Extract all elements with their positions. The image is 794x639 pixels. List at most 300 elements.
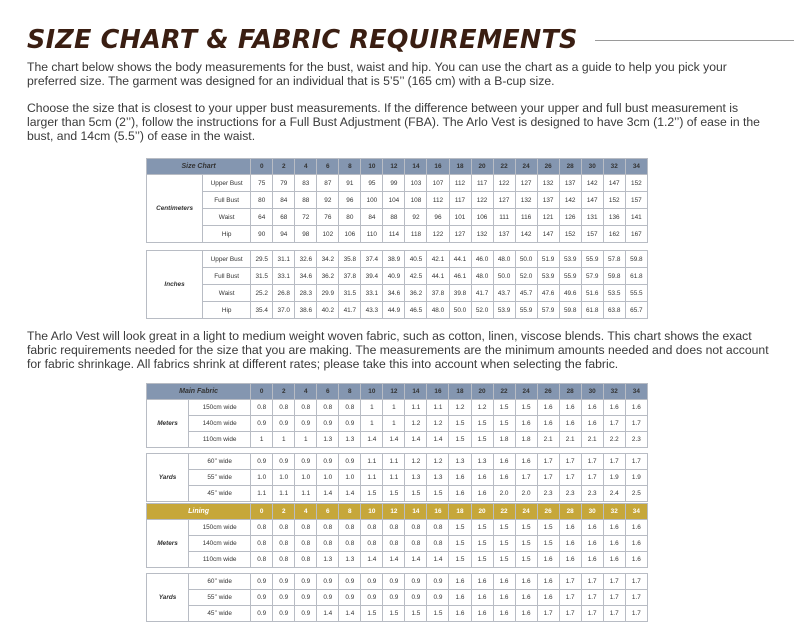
group-label: Meters [147, 520, 189, 568]
table-cell: 132 [471, 226, 493, 243]
table-cell: 1.6 [493, 590, 515, 606]
table-row [147, 226, 648, 243]
table-row [147, 536, 648, 552]
size-header-20: 20 [471, 384, 493, 400]
row-label: Upper Bust [203, 251, 251, 268]
title-row [27, 24, 767, 56]
table-cell: 1.6 [471, 590, 493, 606]
row-label: 110cm wide [189, 432, 251, 448]
table-cell: 1.5 [515, 552, 537, 568]
table-cell: 0.8 [383, 520, 405, 536]
size-header-26: 26 [537, 384, 559, 400]
table-cell: 116 [515, 209, 537, 226]
table-cell: 2.2 [603, 432, 625, 448]
table-cell: 1.3 [427, 470, 449, 486]
table-cell: 37.8 [427, 285, 449, 302]
table-cell: 0.8 [361, 536, 383, 552]
table-cell: 1.6 [493, 470, 515, 486]
table-cell: 34.6 [383, 285, 405, 302]
table-cell: 1.2 [405, 454, 427, 470]
table-cell: 1.5 [427, 486, 449, 502]
table-cell: 1.6 [515, 454, 537, 470]
table-row [147, 302, 648, 319]
table-cell: 79 [273, 175, 295, 192]
table-cell: 1.6 [581, 520, 603, 536]
row-label: Full Bust [203, 268, 251, 285]
table-cell: 1.7 [603, 454, 625, 470]
row-label: Hip [203, 226, 251, 243]
table-cell: 1.7 [625, 454, 647, 470]
table-cell: 0.8 [339, 400, 361, 416]
table-cell: 1.3 [339, 432, 361, 448]
table-cell: 152 [603, 192, 625, 209]
table-cell: 1.5 [493, 416, 515, 432]
table-cell: 50.0 [515, 251, 537, 268]
table-cell: 1.6 [449, 606, 471, 622]
size-header-0: 0 [251, 159, 273, 175]
table-cell: 94 [273, 226, 295, 243]
table-cell: 112 [449, 175, 471, 192]
row-label: 140cm wide [189, 416, 251, 432]
table-cell: 35.4 [251, 302, 273, 319]
size-header-26: 26 [537, 504, 559, 520]
table-cell: 1.9 [625, 470, 647, 486]
size_chart-header-label: Size Chart [147, 159, 251, 175]
size-header-32: 32 [603, 504, 625, 520]
table-cell: 0.9 [295, 574, 317, 590]
table-cell: 48.0 [471, 268, 493, 285]
table-cell: 1.1 [251, 486, 273, 502]
table-cell: 33.1 [273, 268, 295, 285]
table-cell: 1.5 [537, 520, 559, 536]
table-cell: 1.7 [559, 470, 581, 486]
size-header-2: 2 [273, 504, 295, 520]
size-header-30: 30 [581, 384, 603, 400]
table-cell: 0.9 [405, 590, 427, 606]
table-cell: 98 [295, 226, 317, 243]
table-cell: 1.1 [427, 400, 449, 416]
table-cell: 1.7 [603, 606, 625, 622]
size-header-2: 2 [273, 384, 295, 400]
table-cell: 162 [603, 226, 625, 243]
table-cell: 2.0 [515, 486, 537, 502]
size-header-20: 20 [471, 504, 493, 520]
table-cell: 1.5 [449, 520, 471, 536]
table-row [147, 416, 648, 432]
table-cell: 157 [581, 226, 603, 243]
table-cell: 0.9 [273, 590, 295, 606]
table-cell: 104 [383, 192, 405, 209]
table-cell: 1.7 [603, 416, 625, 432]
table-cell: 1.4 [405, 552, 427, 568]
table-cell: 107 [427, 175, 449, 192]
table-cell: 0.8 [273, 520, 295, 536]
table-cell: 1.6 [581, 536, 603, 552]
table-row [147, 454, 648, 470]
table-cell: 68 [273, 209, 295, 226]
size-header-10: 10 [361, 504, 383, 520]
table-cell: 0.9 [383, 590, 405, 606]
table-cell: 1.7 [537, 606, 559, 622]
size-header-16: 16 [427, 159, 449, 175]
table-cell: 34.2 [317, 251, 339, 268]
table-cell: 1.4 [427, 432, 449, 448]
table-cell: 1.5 [361, 606, 383, 622]
table-cell: 118 [405, 226, 427, 243]
table-cell: 0.8 [427, 536, 449, 552]
table-cell: 100 [361, 192, 383, 209]
table-cell: 1.2 [405, 416, 427, 432]
table-cell: 28.3 [295, 285, 317, 302]
table-cell: 1.6 [515, 574, 537, 590]
size-header-18: 18 [449, 384, 471, 400]
table-cell: 127 [493, 192, 515, 209]
group-label: Meters [147, 400, 189, 448]
table-cell: 1.6 [537, 400, 559, 416]
size-chart-table [146, 158, 648, 319]
table-cell: 29.5 [251, 251, 273, 268]
size-header-8: 8 [339, 384, 361, 400]
table-cell: 1.3 [317, 432, 339, 448]
row-label: 55’’ wide [189, 470, 251, 486]
intro-paragraph-2: Choose the size that is closest to your upper bust measurements. If the difference between your upper and full bust measurement is larger than 5cm (2’’), follow the instructions for a Full Bust Adjustment (FBA). The Arlo Vest is designed to have 3cm (1.2’’) of ease in the bust, and 14cm (5.5’’) of ease in the waist. [27, 101, 760, 143]
table-cell: 1.3 [471, 454, 493, 470]
table-cell: 1.5 [515, 520, 537, 536]
size-header-28: 28 [559, 384, 581, 400]
table-cell: 142 [581, 175, 603, 192]
table-cell: 37.4 [361, 251, 383, 268]
table-cell: 1.5 [405, 486, 427, 502]
table-cell: 44.1 [449, 251, 471, 268]
table-row [147, 251, 648, 268]
table-cell: 1.0 [339, 470, 361, 486]
table-cell: 0.9 [427, 574, 449, 590]
row-label: Full Bust [203, 192, 251, 209]
table-row [147, 285, 648, 302]
table-cell: 92 [317, 192, 339, 209]
table-cell: 65.7 [625, 302, 647, 319]
table-cell: 1.5 [361, 486, 383, 502]
lining-header-label: Lining [147, 504, 251, 520]
row-label: Hip [203, 302, 251, 319]
table-cell: 1.6 [493, 574, 515, 590]
table-row [147, 175, 648, 192]
table-cell: 0.8 [361, 520, 383, 536]
table-cell: 50.0 [493, 268, 515, 285]
table-cell: 1.6 [449, 590, 471, 606]
table-cell: 0.9 [339, 416, 361, 432]
size-header-20: 20 [471, 159, 493, 175]
table-cell: 25.2 [251, 285, 273, 302]
table-cell: 84 [273, 192, 295, 209]
table-cell: 1.6 [603, 536, 625, 552]
table-cell: 1.7 [581, 454, 603, 470]
table-cell: 132 [537, 175, 559, 192]
table-cell: 1.1 [383, 454, 405, 470]
table-cell: 0.8 [339, 536, 361, 552]
table-cell: 157 [625, 192, 647, 209]
table-cell: 41.7 [471, 285, 493, 302]
size-header-6: 6 [317, 384, 339, 400]
table-cell: 1.6 [559, 536, 581, 552]
table-cell: 1.7 [581, 470, 603, 486]
table-cell: 0.8 [295, 400, 317, 416]
table-cell: 1.7 [625, 416, 647, 432]
table-cell: 142 [559, 192, 581, 209]
table-cell: 31.5 [251, 268, 273, 285]
size-header-26: 26 [537, 159, 559, 175]
table-cell: 0.8 [273, 552, 295, 568]
table-cell: 1.6 [493, 454, 515, 470]
table-cell: 1.4 [405, 432, 427, 448]
row-label: 45’’ wide [189, 606, 251, 622]
table-cell: 1.6 [449, 470, 471, 486]
table-cell: 1.5 [515, 536, 537, 552]
table-cell: 1.6 [515, 606, 537, 622]
size-header-10: 10 [361, 384, 383, 400]
table-cell: 1.6 [471, 606, 493, 622]
table-cell: 1.4 [339, 606, 361, 622]
table-cell: 0.9 [339, 574, 361, 590]
table-cell: 59.8 [559, 302, 581, 319]
table-cell: 137 [493, 226, 515, 243]
table-cell: 1 [251, 432, 273, 448]
table-row [147, 209, 648, 226]
table-cell: 1.5 [471, 520, 493, 536]
table-cell: 1.0 [317, 470, 339, 486]
size-header-2: 2 [273, 159, 295, 175]
table-cell: 117 [449, 192, 471, 209]
table-cell: 1.5 [383, 606, 405, 622]
table-cell: 84 [361, 209, 383, 226]
table-cell: 1.7 [537, 470, 559, 486]
table-cell: 1.7 [581, 574, 603, 590]
table-cell: 137 [537, 192, 559, 209]
size-header-32: 32 [603, 384, 625, 400]
table-cell: 1.6 [625, 552, 647, 568]
table-cell: 102 [317, 226, 339, 243]
table-cell: 122 [471, 192, 493, 209]
table-cell: 1.6 [515, 590, 537, 606]
table-cell: 1.5 [449, 432, 471, 448]
table-cell: 55.9 [515, 302, 537, 319]
table-cell: 51.9 [537, 251, 559, 268]
table-cell: 0.9 [251, 416, 273, 432]
table-cell: 1.7 [603, 590, 625, 606]
table-cell: 137 [559, 175, 581, 192]
table-cell: 1.6 [471, 470, 493, 486]
table-cell: 1.5 [449, 536, 471, 552]
size-header-30: 30 [581, 159, 603, 175]
table-cell: 114 [383, 226, 405, 243]
size-header-14: 14 [405, 504, 427, 520]
table-cell: 1.1 [295, 486, 317, 502]
table-cell: 0.9 [317, 416, 339, 432]
table-cell: 1.5 [515, 400, 537, 416]
table-cell: 96 [427, 209, 449, 226]
table-cell: 95 [361, 175, 383, 192]
table-cell: 132 [515, 192, 537, 209]
table-cell: 49.6 [559, 285, 581, 302]
table-cell: 1.6 [603, 520, 625, 536]
table-cell: 55.9 [581, 251, 603, 268]
size-header-16: 16 [427, 504, 449, 520]
table-cell: 61.8 [625, 268, 647, 285]
table-cell: 1.4 [361, 552, 383, 568]
table-cell: 36.2 [405, 285, 427, 302]
table-cell: 1.7 [581, 590, 603, 606]
table-cell: 80 [251, 192, 273, 209]
size-header-34: 34 [625, 384, 647, 400]
table-cell: 2.0 [493, 486, 515, 502]
table-cell: 0.8 [251, 520, 273, 536]
table-cell: 1.7 [537, 454, 559, 470]
table-row [147, 400, 648, 416]
table-cell: 127 [515, 175, 537, 192]
table-cell: 1.5 [383, 486, 405, 502]
table-cell: 43.3 [361, 302, 383, 319]
table-cell: 147 [603, 175, 625, 192]
table-cell: 1.3 [339, 552, 361, 568]
table-cell: 142 [515, 226, 537, 243]
table-cell: 52.0 [515, 268, 537, 285]
table-cell: 1.2 [449, 400, 471, 416]
table-cell: 2.1 [559, 432, 581, 448]
size-header-24: 24 [515, 384, 537, 400]
table-cell: 88 [383, 209, 405, 226]
table-cell: 29.9 [317, 285, 339, 302]
table-cell: 0.9 [251, 454, 273, 470]
size-header-4: 4 [295, 384, 317, 400]
group-label: Inches [147, 251, 203, 319]
intro-paragraph-1: The chart below shows the body measurements for the bust, waist and hip. You can use the chart as a guide to help you pick your preferred size. The garment was designed for an individual that is 5’5’’ (165 cm) with a B-cup size. [27, 60, 727, 88]
size-header-14: 14 [405, 159, 427, 175]
table-cell: 1.6 [515, 416, 537, 432]
table-cell: 1.7 [559, 590, 581, 606]
table-cell: 1.6 [449, 486, 471, 502]
size-header-22: 22 [493, 504, 515, 520]
row-label: Waist [203, 209, 251, 226]
table-cell: 0.8 [295, 520, 317, 536]
group-label: Yards [147, 454, 189, 502]
table-cell: 1.4 [427, 552, 449, 568]
table-cell: 1.6 [471, 486, 493, 502]
row-label: 140cm wide [189, 536, 251, 552]
row-label: 150cm wide [189, 520, 251, 536]
size-header-34: 34 [625, 504, 647, 520]
title-rule [595, 40, 794, 41]
group-gap [147, 243, 648, 251]
table-cell: 1.6 [537, 552, 559, 568]
row-label: 55’’ wide [189, 590, 251, 606]
table-cell: 1.6 [625, 400, 647, 416]
table-cell: 147 [537, 226, 559, 243]
table-cell: 53.9 [537, 268, 559, 285]
table-cell: 1.6 [559, 416, 581, 432]
table-cell: 0.9 [361, 590, 383, 606]
table-cell: 61.8 [581, 302, 603, 319]
size-header-28: 28 [559, 504, 581, 520]
table-cell: 112 [427, 192, 449, 209]
table-cell: 2.3 [625, 432, 647, 448]
table-cell: 1.3 [405, 470, 427, 486]
size-header-30: 30 [581, 504, 603, 520]
table-cell: 1.4 [383, 432, 405, 448]
table-cell: 111 [493, 209, 515, 226]
table-cell: 57.9 [537, 302, 559, 319]
table-cell: 0.9 [273, 416, 295, 432]
table-cell: 131 [581, 209, 603, 226]
size-header-12: 12 [383, 384, 405, 400]
table-cell: 1.1 [405, 400, 427, 416]
table-cell: 1.6 [471, 574, 493, 590]
table-row [147, 470, 648, 486]
size-header-8: 8 [339, 504, 361, 520]
table-cell: 0.9 [361, 574, 383, 590]
table-cell: 1.6 [537, 416, 559, 432]
table-cell: 141 [625, 209, 647, 226]
table-cell: 1.2 [427, 416, 449, 432]
table-cell: 1.1 [383, 470, 405, 486]
table-cell: 87 [317, 175, 339, 192]
table-cell: 1.3 [317, 552, 339, 568]
table-cell: 1.4 [361, 432, 383, 448]
table-cell: 83 [295, 175, 317, 192]
table-cell: 1.5 [493, 552, 515, 568]
size-header-16: 16 [427, 384, 449, 400]
size-header-34: 34 [625, 159, 647, 175]
table-cell: 48.0 [493, 251, 515, 268]
table-cell: 1 [383, 416, 405, 432]
table-cell: 1 [361, 400, 383, 416]
size-header-14: 14 [405, 384, 427, 400]
table-cell: 0.9 [295, 416, 317, 432]
table-cell: 64 [251, 209, 273, 226]
table-row [147, 590, 648, 606]
table-cell: 1.7 [625, 574, 647, 590]
table-cell: 42.5 [405, 268, 427, 285]
row-label: 150cm wide [189, 400, 251, 416]
table-cell: 117 [471, 175, 493, 192]
table-cell: 1.6 [537, 590, 559, 606]
size-header-24: 24 [515, 504, 537, 520]
table-row [147, 520, 648, 536]
table-cell: 0.9 [251, 606, 273, 622]
table-cell: 1.4 [317, 606, 339, 622]
size-header-22: 22 [493, 384, 515, 400]
size-header-4: 4 [295, 159, 317, 175]
table-cell: 0.8 [427, 520, 449, 536]
table-cell: 44.9 [383, 302, 405, 319]
main_fabric-header-label: Main Fabric [147, 384, 251, 400]
table-cell: 47.6 [537, 285, 559, 302]
table-cell: 1.4 [317, 486, 339, 502]
table-cell: 99 [383, 175, 405, 192]
table-cell: 57.8 [603, 251, 625, 268]
table-cell: 92 [405, 209, 427, 226]
table-cell: 147 [581, 192, 603, 209]
table-cell: 41.7 [339, 302, 361, 319]
table-cell: 0.8 [317, 400, 339, 416]
table-cell: 0.8 [317, 520, 339, 536]
table-cell: 0.8 [251, 536, 273, 552]
table-cell: 53.9 [559, 251, 581, 268]
table-cell: 1.5 [449, 552, 471, 568]
size-header-8: 8 [339, 159, 361, 175]
table-row [147, 552, 648, 568]
table-row [147, 268, 648, 285]
table-cell: 88 [295, 192, 317, 209]
